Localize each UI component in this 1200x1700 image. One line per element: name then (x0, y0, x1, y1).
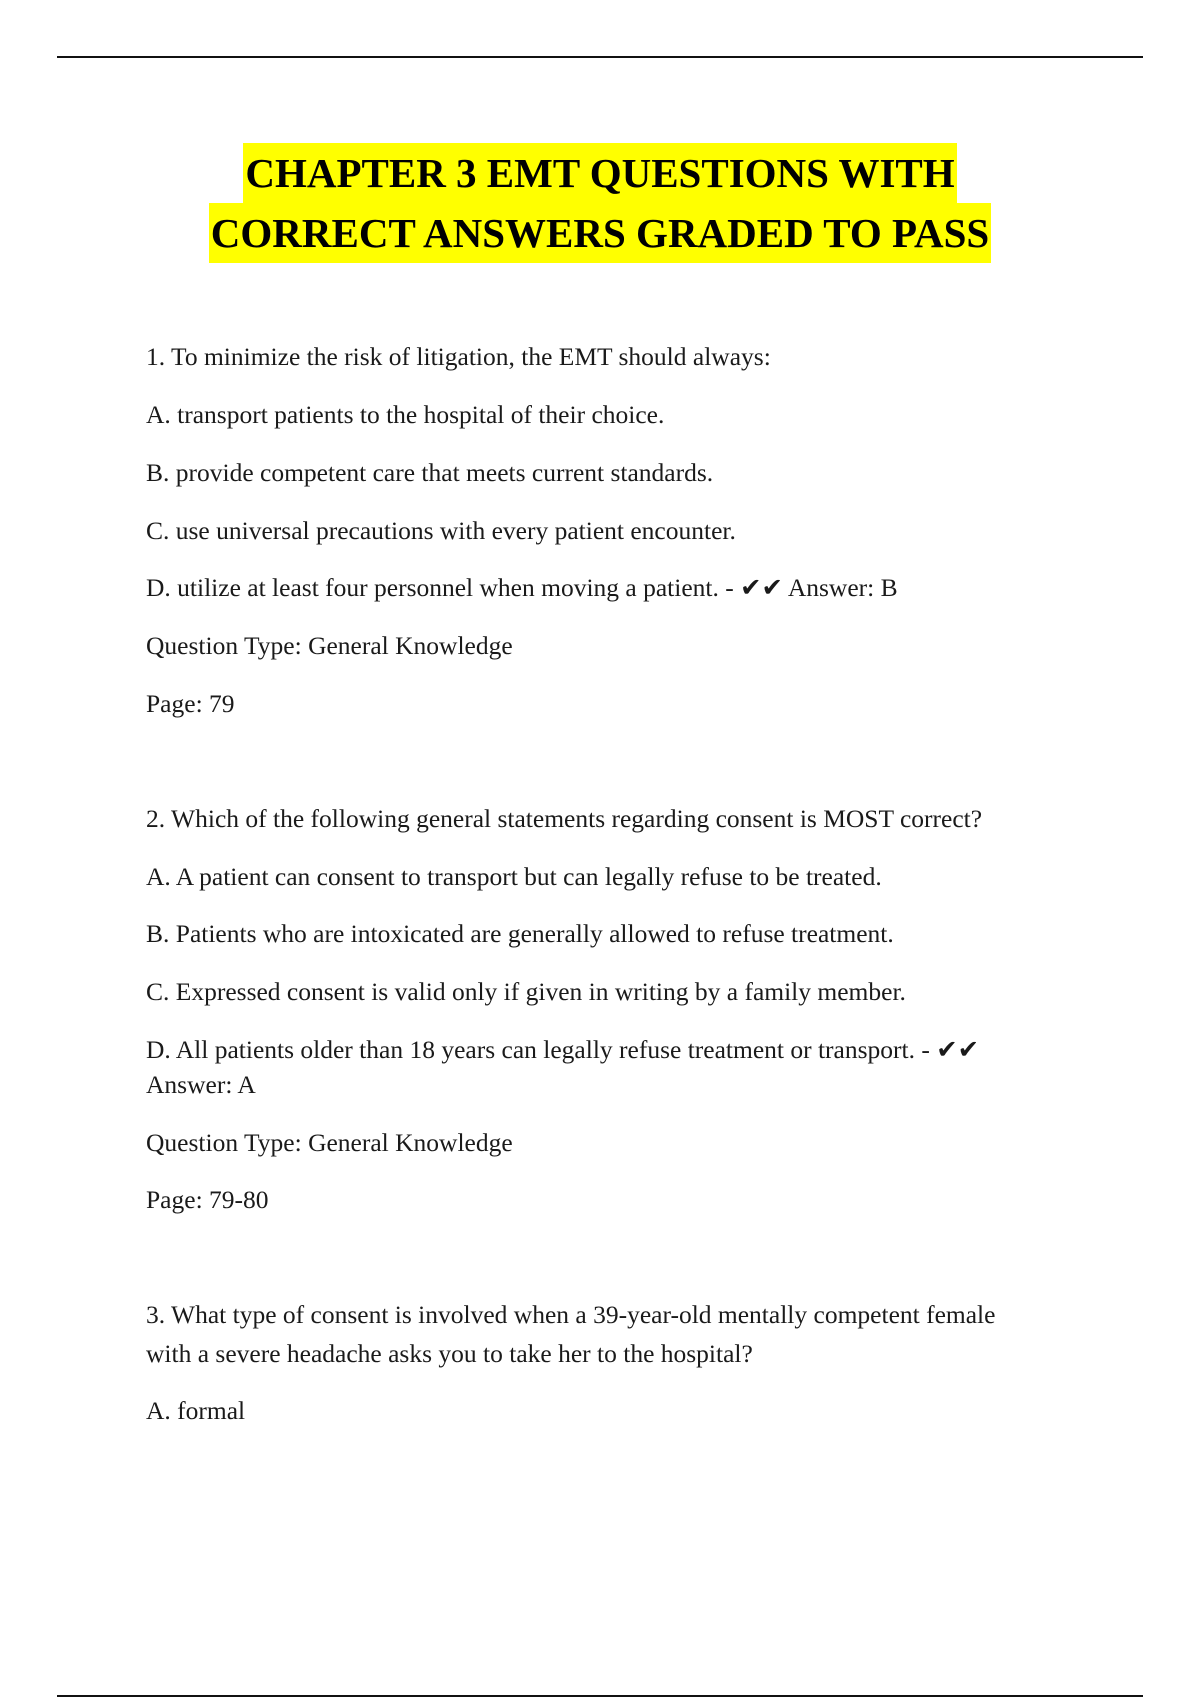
title-line-1: CHAPTER 3 EMT QUESTIONS WITH (243, 143, 956, 203)
question-2-option-b: B. Patients who are intoxicated are generally allowed to refuse treatment. (146, 919, 894, 948)
question-3-stem-line-1: 3. What type of consent is involved when a 39-year-old mentally competent female (146, 1300, 996, 1329)
question-3-option-a: A. formal (146, 1396, 246, 1425)
question-1-page: Page: 79 (146, 689, 235, 718)
question-2-answer: Answer: A (146, 1070, 256, 1099)
question-2-type: Question Type: General Knowledge (146, 1128, 513, 1157)
footer-rule (57, 1695, 1143, 1697)
document-title (0, 143, 1200, 263)
question-2-option-c: C. Expressed consent is valid only if given in writing by a family member. (146, 977, 906, 1006)
question-3-stem-line-2: with a severe headache asks you to take her to the hospital? (146, 1339, 753, 1368)
question-2-option-d: D. All patients older than 18 years can legally refuse treatment or transport. - ✔✔ (146, 1035, 979, 1064)
title-line-2: CORRECT ANSWERS GRADED TO PASS (209, 203, 991, 263)
question-1-option-d-answer: D. utilize at least four personnel when moving a patient. - ✔✔ Answer: B (146, 573, 898, 602)
question-1-stem: 1. To minimize the risk of litigation, the EMT should always: (146, 342, 771, 371)
header-rule (57, 56, 1143, 58)
question-1-option-c: C. use universal precautions with every patient encounter. (146, 516, 736, 545)
question-2-page: Page: 79-80 (146, 1185, 269, 1214)
question-1-type: Question Type: General Knowledge (146, 631, 513, 660)
question-2-stem: 2. Which of the following general statements regarding consent is MOST correct? (146, 804, 983, 833)
question-1-option-b: B. provide competent care that meets current standards. (146, 458, 714, 487)
question-1-option-a: A. transport patients to the hospital of their choice. (146, 400, 665, 429)
question-2-option-a: A. A patient can consent to transport but can legally refuse to be treated. (146, 862, 882, 891)
